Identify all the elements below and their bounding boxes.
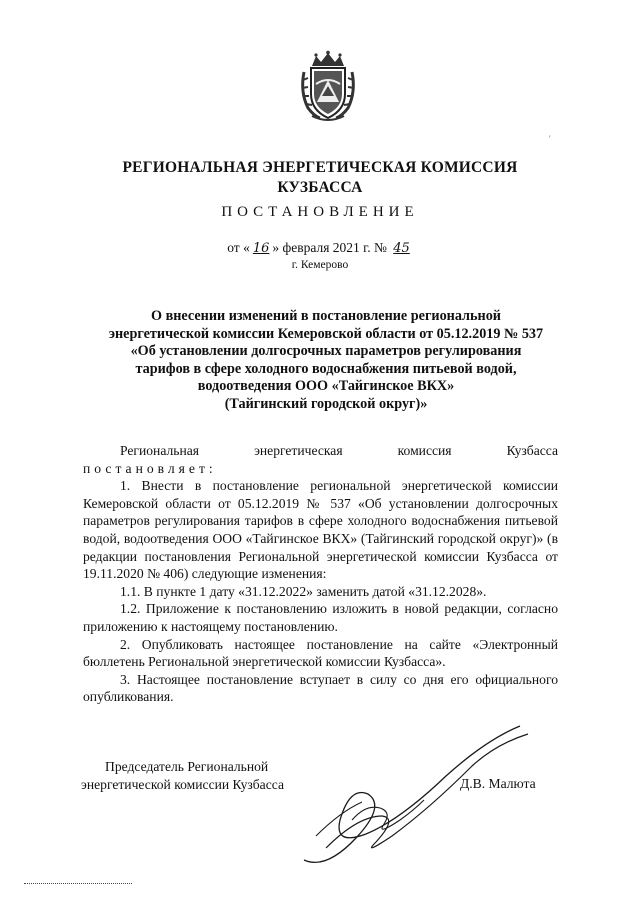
coat-of-arms-icon [298,50,358,124]
intro-line-1: Региональная энергетическая комиссия Кузбасса [120,443,558,458]
subject-line: (Тайгинский городской округ)» [224,395,428,412]
document-number: 45 [393,241,410,256]
item-2: 2. Опубликовать настоящее постановление на сайте «Электронный бюллетень Региональной энергетической комиссии Кузбасса». [83,636,558,670]
subject-line: О внесении изменений в постановление региональной [151,308,501,324]
signer-title [81,758,284,794]
document-subject [70,308,582,413]
item-1-2: 1.2. Приложение к постановлению изложить в новой редакции, согласно приложению к настоящему постановлению. [83,601,558,634]
subject-line: «Об установлении долгосрочных параметров регулирования [130,343,522,359]
item-1-1: 1.1. В пункте 1 дату «31.12.2022» заменить датой «31.12.2028». [120,583,487,599]
margin-mark: ' [549,134,551,144]
footer-divider [24,883,132,884]
document-body [83,442,558,706]
subject-line: водоотведения ООО «Тайгинское ВКХ» [197,378,455,394]
document-type: ПОСТАНОВЛЕНИЕ [221,204,419,220]
date-month-year: » февраля 2021 г. № [272,240,387,255]
intro-line-2: постановляет: [83,460,217,476]
subject-line: энергетической комиссии Кемеровской области от 05.12.2019 № 537 [108,325,544,342]
signer-name: Д.В. Малюта [460,776,536,791]
handwritten-signature [296,720,536,870]
signer-title-line-1: Председатель Региональной [105,759,269,774]
date-day: 16 [252,241,270,256]
city: г. Кемерово [291,259,349,271]
item-1: 1. Внести в постановление региональной энергетической комиссии Кемеровской области от 05.12.2019 № 537 «Об установлении долгосрочных параметров регулирования тарифов в сфере холодного водоснабжения питьевой водой, водоотведения ООО «Тайгинское ВКХ» (Тайгинский городской округ)» (в редакции постановления Региональной энергетической комиссии Кузбасса от 19.11.2020 № 406) следующие изменения: [83,478,558,582]
date-prefix: от « [227,240,250,255]
signer-title-line-2: энергетической комиссии Кузбасса [81,777,284,792]
item-3: 3. Настоящее постановление вступает в силу со дня его официального опубликования. [83,671,558,705]
org-line-2: КУЗБАССА [277,179,363,196]
organization-name [0,158,640,198]
subject-line: тарифов в сфере холодного водоснабжения питьевой водой, [135,360,517,377]
date-line [0,240,640,256]
org-line-1: РЕГИОНАЛЬНАЯ ЭНЕРГЕТИЧЕСКАЯ КОМИССИЯ [122,159,518,176]
